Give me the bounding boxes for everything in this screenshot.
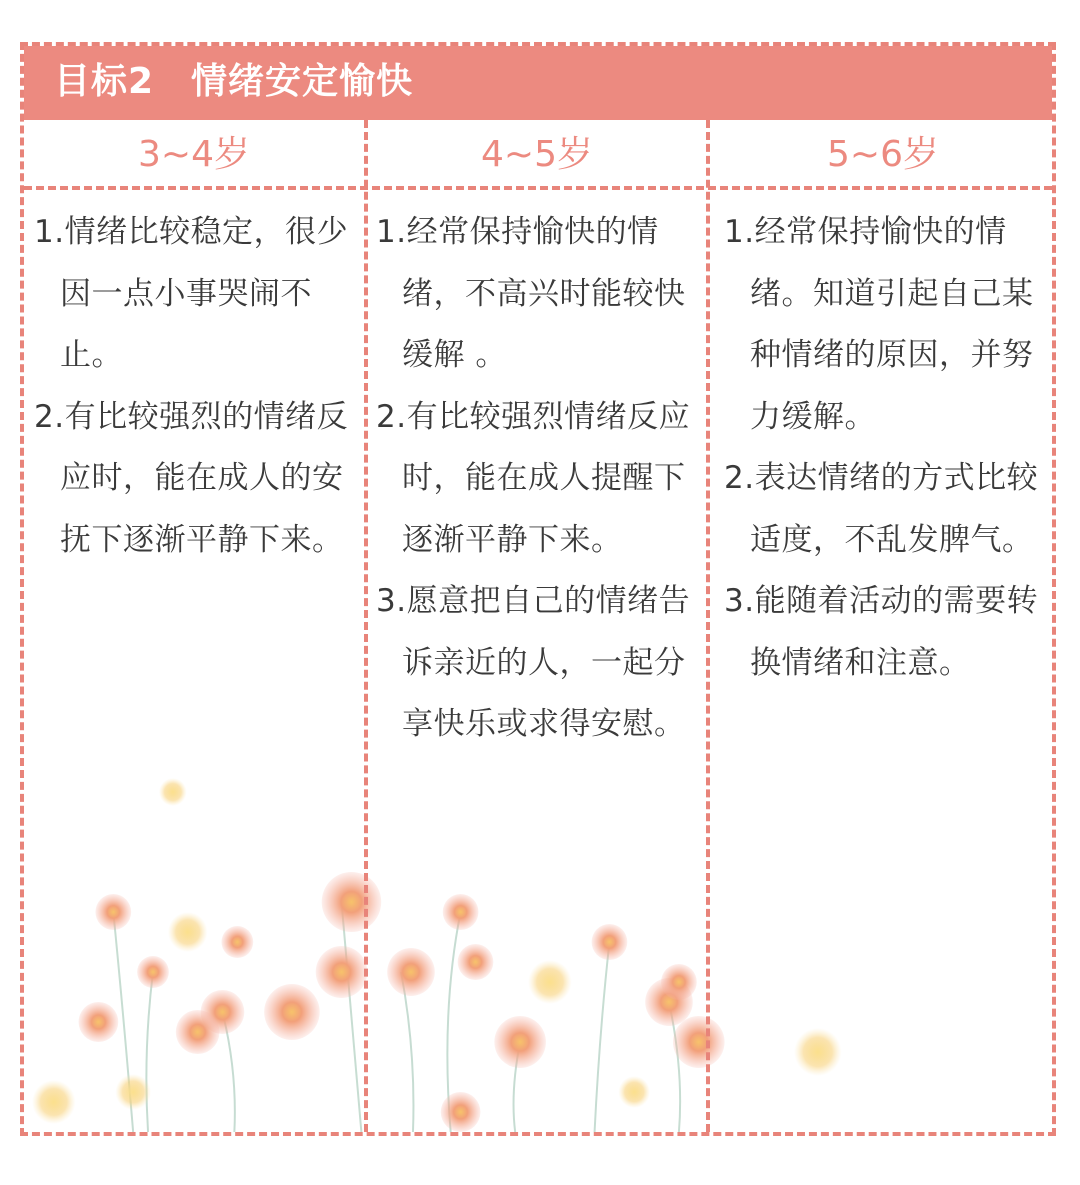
column-divider [706, 120, 710, 1132]
list-item: 1.情绪比较稳定，很少因一点小事哭闹不止。 [34, 214, 349, 373]
page-title: 目标2 情绪安定愉快 [54, 61, 414, 102]
list-item: 1.经常保持愉快的情绪，不高兴时能较快缓解 。 [376, 214, 686, 373]
goal-table [20, 42, 1056, 1136]
column-5-6 [724, 202, 1046, 694]
age-header-3-4: 3~4岁 [138, 134, 250, 175]
list-item: 2.表达情绪的方式比较适度，不乱发脾气。 [724, 460, 1039, 558]
list-item: 3.能随着活动的需要转换情绪和注意。 [724, 583, 1039, 681]
list-item: 2.有比较强烈情绪反应时，能在成人提醒下逐渐平静下来。 [376, 398, 691, 558]
column-divider [364, 120, 368, 1132]
list-item: 3.愿意把自己的情绪告诉亲近的人，一起分享快乐或求得安慰。 [376, 583, 691, 742]
column-4-5 [376, 202, 702, 756]
age-header-4-5: 4~5岁 [481, 134, 593, 175]
column-3-4 [34, 202, 358, 571]
flower-decoration [24, 712, 1052, 1132]
list-item: 1.经常保持愉快的情绪。知道引起自己某种情绪的原因，并努力缓解。 [724, 214, 1034, 435]
age-header-5-6: 5~6岁 [827, 134, 939, 175]
list-item: 2.有比较强烈的情绪反应时，能在成人的安抚下逐渐平静下来。 [34, 398, 349, 558]
title-bar [24, 46, 1052, 120]
header-divider [24, 186, 1052, 190]
